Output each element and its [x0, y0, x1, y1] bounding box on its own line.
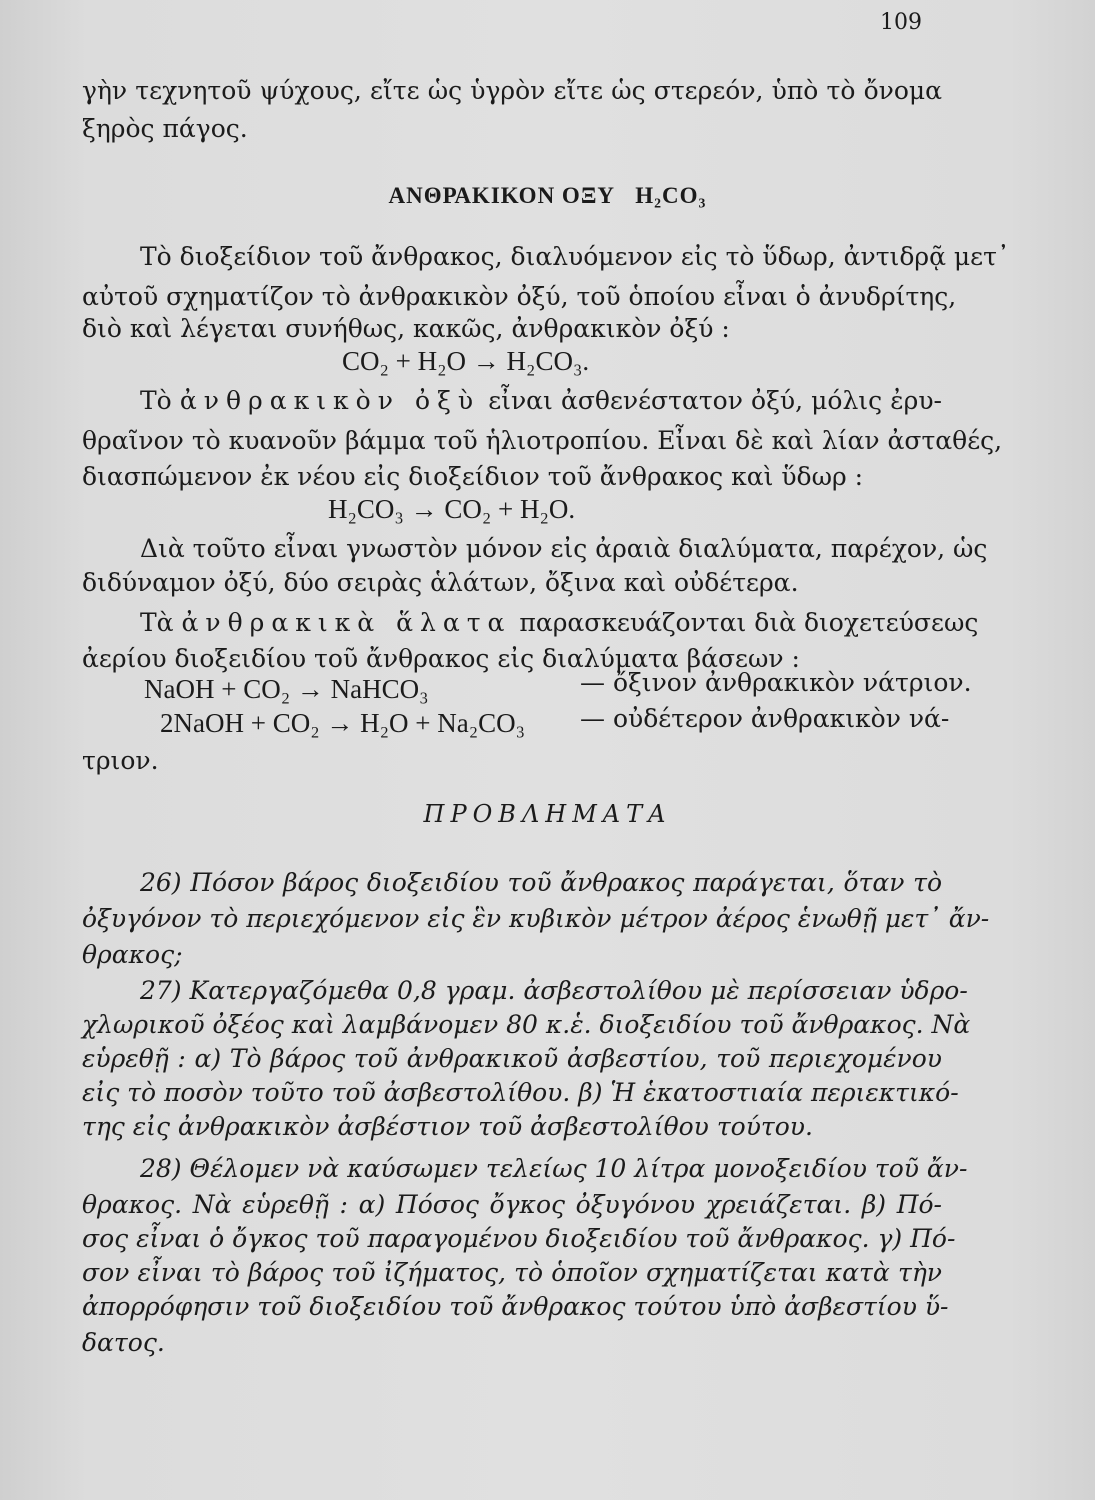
para2-rest: εἶναι ἀσθενέστατον ὀξύ, μόλις ἐρυ-: [488, 386, 942, 415]
para2-line-3: διασπώμενον ἐκ νέου εἰς διοξείδιον τοῦ ἄνθρακος καὶ ὕδωρ :: [82, 462, 864, 491]
problem-27-line-5: της εἰς ἀνθρακικὸν ἀσβέστιον τοῦ ἀσβεστολίθου τούτου.: [82, 1112, 813, 1141]
problem-28-line-4: σον εἶναι τὸ βάρος τοῦ ἰζήματος, τὸ ὁποῖον σχηματίζεται κατὰ τὴν: [82, 1258, 942, 1287]
para4-rest: παρασκευάζονται διὰ διοχετεύσεως: [519, 608, 979, 637]
para1-line-3: διὸ καὶ λέγεται συνήθως, κακῶς, ἀνθρακικὸν ὀξύ :: [82, 314, 730, 343]
section-title: [0, 183, 1095, 209]
para2-spaced-term: ἀνθρακικὸν ὀξὺ: [179, 386, 481, 415]
para2-line-1: [140, 384, 942, 418]
reaction-1-equation: NaOH + CO₂ → NaHCO₃: [144, 674, 429, 704]
problem-27-line-3: εὑρεθῇ : α) Τὸ βάρος τοῦ ἀνθρακικοῦ ἀσβεστίου, τοῦ περιεχομένου: [82, 1044, 942, 1073]
problem-28-line-2: θρακος. Νὰ εὑρεθῇ : α) Πόσος ὄγκος ὀξυγόνου χρειάζεται. β) Πό-: [82, 1190, 942, 1219]
problem-27-line-2: χλωρικοῦ ὀξέος καὶ λαμβάνομεν 80 κ.ἑ. διοξειδίου τοῦ ἄνθρακος. Νὰ: [82, 1010, 971, 1039]
problems-heading: ΠΡΟΒΛΗΜΑΤΑ: [423, 800, 672, 828]
intro-line-1: γὴν τεχνητοῦ ψύχους, εἴτε ὡς ὑγρὸν εἴτε ὡς στερεόν, ὑπὸ τὸ ὄνομα: [82, 76, 942, 105]
para1-line-2: αὐτοῦ σχηματίζον τὸ ἀνθρακικὸν ὀξύ, τοῦ ὁποίου εἶναι ὁ ἀνυδρίτης,: [82, 282, 957, 311]
problem-26-line-3: θρακος;: [82, 940, 183, 969]
equation-h2co3: H₂CO₃ → CO₂ + H₂O.: [328, 494, 576, 524]
problem-28-line-6: δατος.: [82, 1328, 165, 1357]
reaction-2-equation: 2NaOH + CO₂ → H₂O + Na₂CO₃: [160, 708, 526, 738]
intro-line-2: ξηρὸς πάγος.: [82, 114, 248, 143]
para2-line-2: θραῖνον τὸ κυανοῦν βάμμα τοῦ ἡλιοτροπίου. Εἶναι δὲ καὶ λίαν ἀσταθές,: [82, 426, 1003, 455]
para3-line-2: διδύναμον ὀξύ, δύο σειρὰς ἁλάτων, ὄξινα καὶ οὐδέτερα.: [82, 568, 799, 597]
para4-line-1: [140, 606, 979, 640]
section-title-text: ΑΝΘΡΑΚΙΚΟΝ ΟΞΥ: [388, 183, 616, 208]
section-title-formula: H₂CO₃: [635, 183, 707, 208]
para4-lead: Τὰ: [140, 608, 174, 637]
reaction-1-product: — ὄξινον ἀνθρακικὸν νάτριον.: [580, 668, 972, 697]
para4-spaced-term: ἀνθρακικὰ ἅλατα: [181, 608, 512, 637]
problem-27-line-1: 27) Κατεργαζόμεθα 0,8 γραμ. ἀσβεστολίθου μὲ περίσσειαν ὑδρο-: [140, 976, 968, 1005]
problem-28-line-3: σος εἶναι ὁ ὄγκος τοῦ παραγομένου διοξειδίου τοῦ ἄνθρακος. γ) Πό-: [82, 1224, 956, 1253]
problem-28-line-1: 28) Θέλομεν νὰ καύσωμεν τελείως 10 λίτρα μονοξειδίου τοῦ ἄν-: [140, 1154, 968, 1183]
equation-co2-h2o: CO₂ + H₂O → H₂CO₃.: [342, 346, 590, 376]
problem-26-line-1: 26) Πόσον βάρος διοξειδίου τοῦ ἄνθρακος παράγεται, ὅταν τὸ: [140, 868, 942, 897]
reaction-2-product: — οὐδέτερον ἀνθρακικὸν νά-: [580, 704, 950, 733]
problem-28-line-5: ἀπορρόφησιν τοῦ διοξειδίου τοῦ ἄνθρακος τούτου ὑπὸ ἀσβεστίου ὕ-: [82, 1292, 949, 1321]
para2-lead: Τὸ: [140, 386, 172, 415]
para4-line-2: ἀερίου διοξειδίου τοῦ ἄνθρακος εἰς διαλύματα βάσεων :: [82, 644, 800, 673]
problem-27-line-4: εἰς τὸ ποσὸν τοῦτο τοῦ ἀσβεστολίθου. β) Ἡ ἑκατοστιαία περιεκτικό-: [82, 1078, 959, 1107]
para1-line-1: Τὸ διοξείδιον τοῦ ἄνθρακος, διαλυόμενον εἰς τὸ ὕδωρ, ἀντιδρᾷ μετ᾽: [140, 242, 1010, 271]
problem-26-line-2: ὀξυγόνον τὸ περιεχόμενον εἰς ἓν κυβικὸν μέτρον ἀέρος ἑνωθῇ μετ᾽ ἄν-: [82, 904, 990, 933]
para3-line-1: Διὰ τοῦτο εἶναι γνωστὸν μόνον εἰς ἀραιὰ διαλύματα, παρέχον, ὡς: [140, 534, 988, 563]
reaction-2-continuation: τριον.: [82, 746, 159, 775]
page-number: 109: [880, 10, 922, 35]
